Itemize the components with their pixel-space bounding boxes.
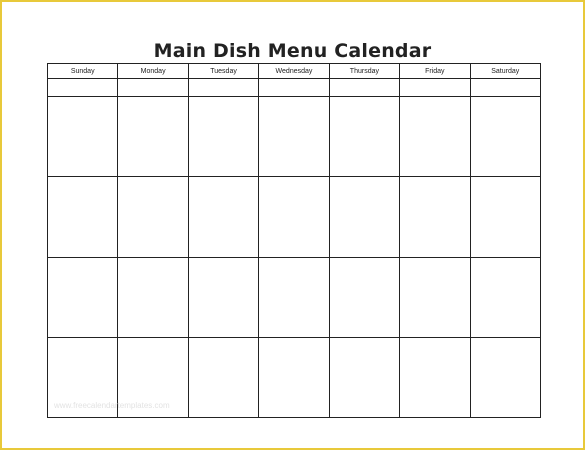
date-cell (329, 79, 399, 97)
weekday-header-friday: Friday (400, 64, 470, 79)
week-row (48, 177, 541, 257)
weekday-header-tuesday: Tuesday (188, 64, 258, 79)
day-cell (400, 257, 470, 337)
day-cell (400, 177, 470, 257)
weekday-header-wednesday: Wednesday (259, 64, 329, 79)
day-cell (188, 337, 258, 417)
day-cell (329, 177, 399, 257)
week-row (48, 97, 541, 177)
day-cell (118, 97, 188, 177)
day-cell (470, 97, 540, 177)
day-cell (118, 257, 188, 337)
day-cell (188, 257, 258, 337)
day-cell (470, 177, 540, 257)
weekday-header-sunday: Sunday (48, 64, 118, 79)
date-cell (188, 79, 258, 97)
day-cell (188, 97, 258, 177)
day-cell (118, 177, 188, 257)
watermark-text: www.freecalendartemplates.com (54, 401, 170, 410)
day-cell (259, 97, 329, 177)
date-number-row (48, 79, 541, 97)
day-cell (329, 257, 399, 337)
date-cell (470, 79, 540, 97)
day-cell (188, 177, 258, 257)
day-cell (470, 337, 540, 417)
day-cell (48, 97, 118, 177)
date-cell (118, 79, 188, 97)
day-cell (400, 337, 470, 417)
calendar-grid (47, 63, 541, 418)
week-row (48, 257, 541, 337)
date-cell (400, 79, 470, 97)
day-cell (329, 97, 399, 177)
day-cell (329, 337, 399, 417)
weekday-header-monday: Monday (118, 64, 188, 79)
day-cell (400, 97, 470, 177)
weekday-header-thursday: Thursday (329, 64, 399, 79)
day-cell (470, 257, 540, 337)
day-cell (259, 337, 329, 417)
date-cell (48, 79, 118, 97)
date-cell (259, 79, 329, 97)
day-cell (259, 257, 329, 337)
day-cell (48, 257, 118, 337)
day-cell (259, 177, 329, 257)
weekday-header-saturday: Saturday (470, 64, 540, 79)
page-title: Main Dish Menu Calendar (153, 40, 432, 62)
weekday-header-row (48, 64, 541, 79)
day-cell (48, 177, 118, 257)
